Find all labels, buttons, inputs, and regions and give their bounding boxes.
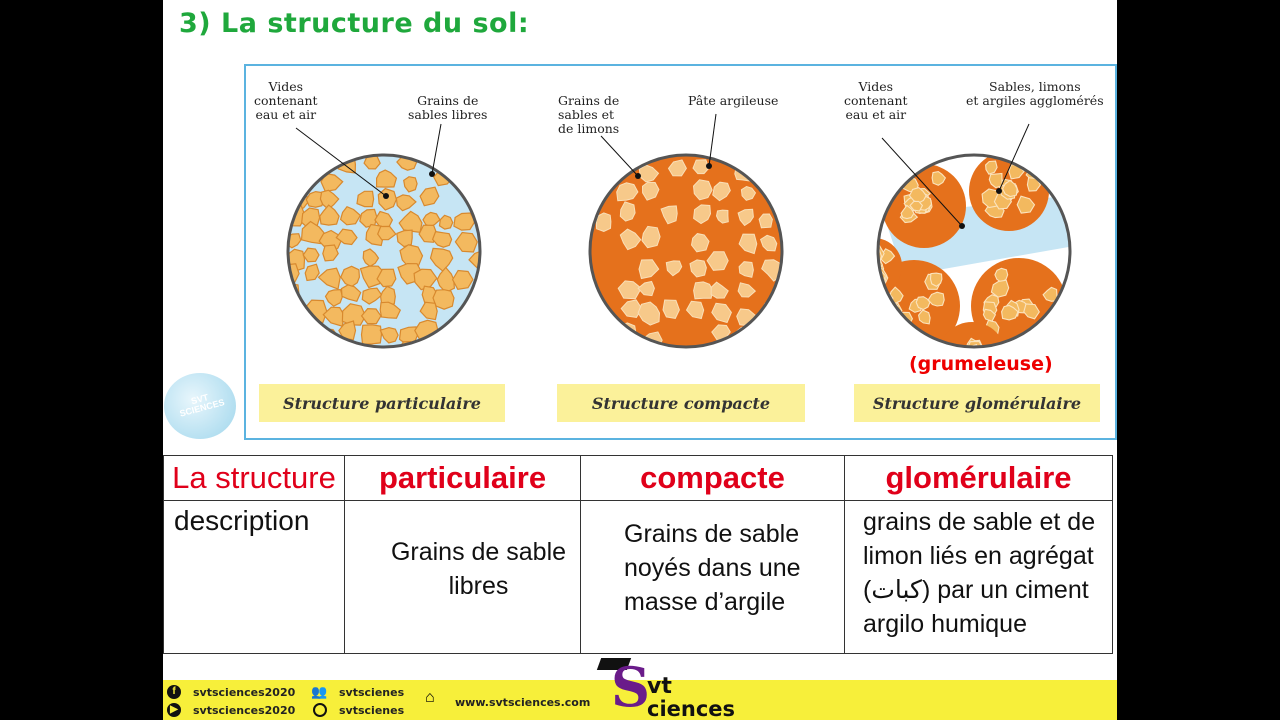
- sand-grain: [456, 320, 480, 343]
- grumeleuse-note: (grumeleuse): [909, 353, 1053, 375]
- footer: [163, 655, 1117, 720]
- aggregate-grain: [862, 267, 875, 281]
- cell-compacte-text: Grains de sable noyés dans une masse d’argile: [624, 520, 801, 616]
- sand-grain: [365, 346, 381, 361]
- sand-grain: [479, 306, 499, 326]
- sand-grain: [472, 171, 490, 191]
- callout-grains-libres: Grains de sables libres: [408, 93, 488, 122]
- header-particulaire: particulaire: [345, 456, 581, 501]
- aggregate-grain: [894, 316, 904, 327]
- panel-compacte: [546, 66, 826, 438]
- aggregate-grain: [854, 248, 871, 265]
- sand-grain: [318, 329, 337, 344]
- callout-grains-limons: Grains de sables et de limons: [558, 93, 620, 136]
- facebook-handle[interactable]: svtsciences2020: [193, 686, 296, 699]
- callout-pate-argileuse: Pâte argileuse: [688, 93, 779, 108]
- sand-grain: [694, 282, 713, 299]
- svt-sciences-logo: [164, 373, 236, 439]
- group-icon[interactable]: 👥: [311, 684, 328, 699]
- caption-glomerulaire: Structure glomérulaire: [854, 384, 1100, 422]
- callout-vides: Vides contenant eau et air: [254, 79, 318, 122]
- cell-glomerulaire-text: grains de sable et de limon liés en agrégat (كبات) par un ciment argilo humique: [863, 508, 1096, 638]
- sand-grain: [307, 342, 328, 365]
- sand-grain: [762, 333, 777, 347]
- aggregate: [846, 238, 902, 294]
- sand-grain: [597, 325, 614, 339]
- sand-grain: [758, 156, 774, 172]
- sand-grain: [478, 192, 496, 211]
- youtube-icon[interactable]: ▶: [167, 703, 181, 717]
- table-header-row: [164, 456, 1113, 501]
- sand-grain: [759, 214, 772, 228]
- soil-structure-figure: [244, 64, 1117, 440]
- brand-vt: vt: [647, 674, 672, 699]
- brand-sciences: ciences: [647, 697, 736, 720]
- aggregate-grain: [882, 315, 898, 331]
- sand-grain: [286, 151, 303, 169]
- sand-grain: [737, 327, 752, 340]
- slide: [163, 0, 1117, 720]
- header-glomerulaire: glomérulaire: [845, 456, 1113, 501]
- sand-grain: [302, 151, 317, 170]
- aggregate-grain: [866, 273, 880, 284]
- callout-vides-glom: Vides contenant eau et air: [844, 79, 908, 122]
- sand-grain: [596, 213, 611, 232]
- sand-grain: [473, 288, 492, 309]
- aggregate-grain: [863, 264, 878, 280]
- header-compacte: compacte: [581, 456, 845, 501]
- group-handle[interactable]: svtscienes: [339, 686, 405, 699]
- panel-particulaire: [246, 66, 526, 438]
- caption-compacte: Structure compacte: [557, 384, 805, 422]
- caption-particulaire: Structure particulaire: [259, 384, 505, 422]
- sand-grain: [590, 305, 606, 321]
- cell-compacte: [581, 501, 845, 654]
- youtube-handle[interactable]: svtsciences2020: [193, 704, 296, 717]
- sand-grain: [286, 174, 302, 188]
- sand-grain: [286, 347, 302, 364]
- sand-grain: [479, 269, 496, 284]
- cell-glomerulaire: [845, 501, 1113, 654]
- facebook-icon[interactable]: f: [167, 685, 181, 699]
- brand-letter-s: S: [611, 655, 650, 719]
- home-icon[interactable]: ⌂: [425, 689, 435, 706]
- logo-text: SVT SCIENCES: [178, 392, 226, 419]
- aggregate-grain: [1028, 331, 1040, 343]
- sand-grain: [362, 325, 382, 344]
- cell-particulaire-text: Grains de sable libres: [390, 538, 567, 600]
- sand-grain: [325, 342, 343, 357]
- panel-glomerulaire: [844, 66, 1117, 438]
- row-label-description: description: [164, 501, 345, 654]
- cell-particulaire: [345, 501, 581, 654]
- sand-grain: [439, 341, 453, 356]
- sand-grain: [418, 342, 433, 364]
- aggregate-grain: [872, 291, 888, 309]
- aggregate-grain: [856, 266, 868, 277]
- sand-grain: [479, 346, 497, 360]
- callout-agglomeres: Sables, limons et argiles agglomérés: [966, 79, 1104, 108]
- structure-table: [163, 455, 1113, 654]
- instagram-icon[interactable]: [313, 703, 327, 717]
- sand-grain: [284, 325, 301, 345]
- header-la-structure: La structure: [164, 456, 345, 501]
- slide-title: 3) La structure du sol:: [179, 8, 530, 39]
- sand-grain: [663, 300, 679, 318]
- table-row: [164, 501, 1113, 654]
- instagram-handle[interactable]: svtscienes: [339, 704, 405, 717]
- website-link[interactable]: www.svtsciences.com: [455, 696, 591, 709]
